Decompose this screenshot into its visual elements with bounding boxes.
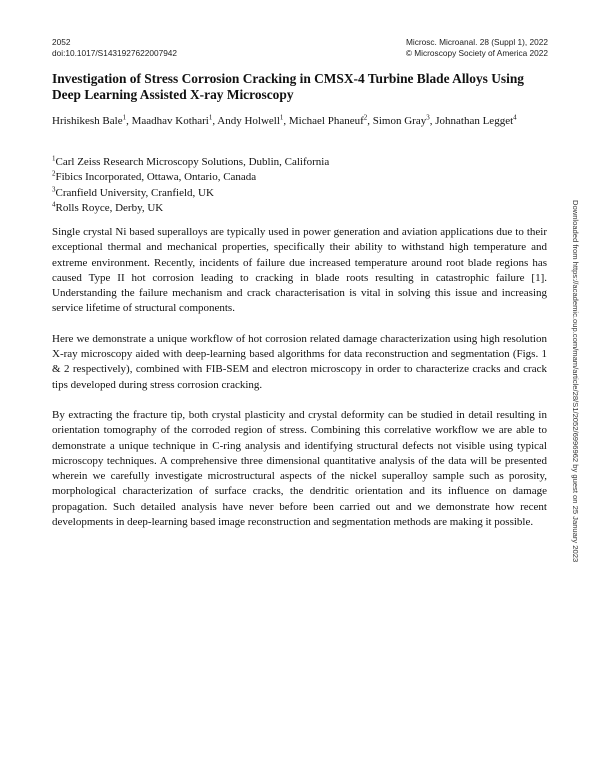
author: Maadhav Kothari$^1$,: [131, 113, 218, 127]
author-affiliation-mark: 3: [426, 113, 430, 122]
page-header-right: [406, 37, 548, 59]
affiliation-text: Fibics Incorporated, Ottawa, Ontario, Canada: [55, 171, 257, 184]
page-number: 2052: [52, 37, 71, 47]
author-affiliation-mark: 4: [513, 113, 517, 122]
author-name: Johnathan Legget: [435, 115, 514, 127]
doi[interactable]: doi:10.1017/S1431927622007942: [52, 48, 178, 58]
affiliation: [52, 186, 329, 201]
journal-citation: Microsc. Microanal. 28 (Suppl 1), 2022: [405, 37, 548, 47]
author: Michael Phaneuf$^2$,: [288, 113, 373, 127]
affiliation-number: 3: [52, 184, 56, 193]
paragraph: Single crystal Ni based superalloys are typically used in power generation and aviation applications due to their exceptional thermal and mechanical properties, specifically their ability to withstand high temperature and extreme environment. Recently, incidents of failure due increased temperature around root blade regions has caused Type II hot corrosion leading to cracking in blade roots resulting in catastrophic failure [1]. Understanding the failure mechanism and crack characterisation is vital in solving this issue and increasing service lifetime of structural components.: [52, 226, 547, 315]
author-affiliation-mark: 1: [122, 113, 127, 122]
affiliation-number: 1: [52, 154, 56, 163]
affiliation-list: [52, 155, 329, 216]
author-affiliation-mark: 2: [363, 113, 368, 122]
author-list: [52, 113, 542, 130]
abstract-body: [52, 225, 547, 545]
copyright: © Microscopy Society of America 2022: [405, 48, 548, 58]
paragraph: Here we demonstrate a unique workflow of hot corrosion related damage characterization using high resolution X-ray microscopy aided with deep-learning based algorithms for data reconstruction and segmentation (Figs. 1 & 2 respectively), combined with FIB-SEM and electron microscopy in order to characterize cracks and crack tips developed during stress corrosion cracking.: [52, 332, 547, 391]
author: Andy Holwell$^1$,: [217, 113, 289, 127]
affiliation: [52, 155, 329, 170]
author: [435, 115, 516, 127]
affiliation: [52, 201, 329, 216]
affiliation-text: Carl Zeiss Research Microscopy Solutions, Dublin, California: [55, 156, 330, 168]
author-name: Andy Holwell: [217, 115, 280, 127]
affiliation: [52, 170, 329, 185]
affiliation-text: Cranfield University, Cranfield, UK: [55, 186, 214, 199]
download-watermark: Downloaded from https://academic.oup.com/mam/article/28/S1/2052/6996962 by guest on 25 January 2023: [571, 200, 580, 563]
affiliation-text: Rolls Royce, Derby, UK: [55, 201, 164, 214]
paper-title: Investigation of Stress Corrosion Cracking in CMSX-4 Turbine Blade Alloys Using Deep Learning Assisted X-ray Microscopy: [52, 71, 524, 102]
affiliation-number: 4: [52, 200, 56, 209]
author-affiliation-mark: 1: [208, 113, 213, 122]
author: Hrishikesh Bale$^1$,: [52, 113, 132, 127]
page-header-left: [52, 37, 177, 59]
author-affiliation-mark: 1: [279, 113, 284, 122]
author-name: Michael Phaneuf: [288, 115, 364, 127]
paragraph: By extracting the fracture tip, both crystal plasticity and crystal deformity can be studied in detail resulting in orientation tomography of the corroded region of stress. Combining this correlative workflow we are able to demonstrate a unique technique in C-ring analysis and identifying structural defects not visible using typical microscopy techniques. A comprehensive three dimensional quantitative analysis of the data will be presented wherein we carefully investigate microstructural aspects of the nickel superalloy sample such as porosity, morphological characterization of surface cracks, the dendritic orientation and its influence on damage propagation. Such detailed analysis have never before been carried out and we demonstrate how recent developments in deep-learning based image reconstruction and segmentation methods are making it possible.: [52, 408, 547, 529]
author-name: Hrishikesh Bale: [52, 115, 123, 127]
author: Simon Gray$^3$,: [372, 113, 436, 127]
affiliation-number: 2: [52, 169, 56, 178]
author-name: Simon Gray: [372, 115, 427, 127]
author-name: Maadhav Kothari: [131, 115, 209, 127]
